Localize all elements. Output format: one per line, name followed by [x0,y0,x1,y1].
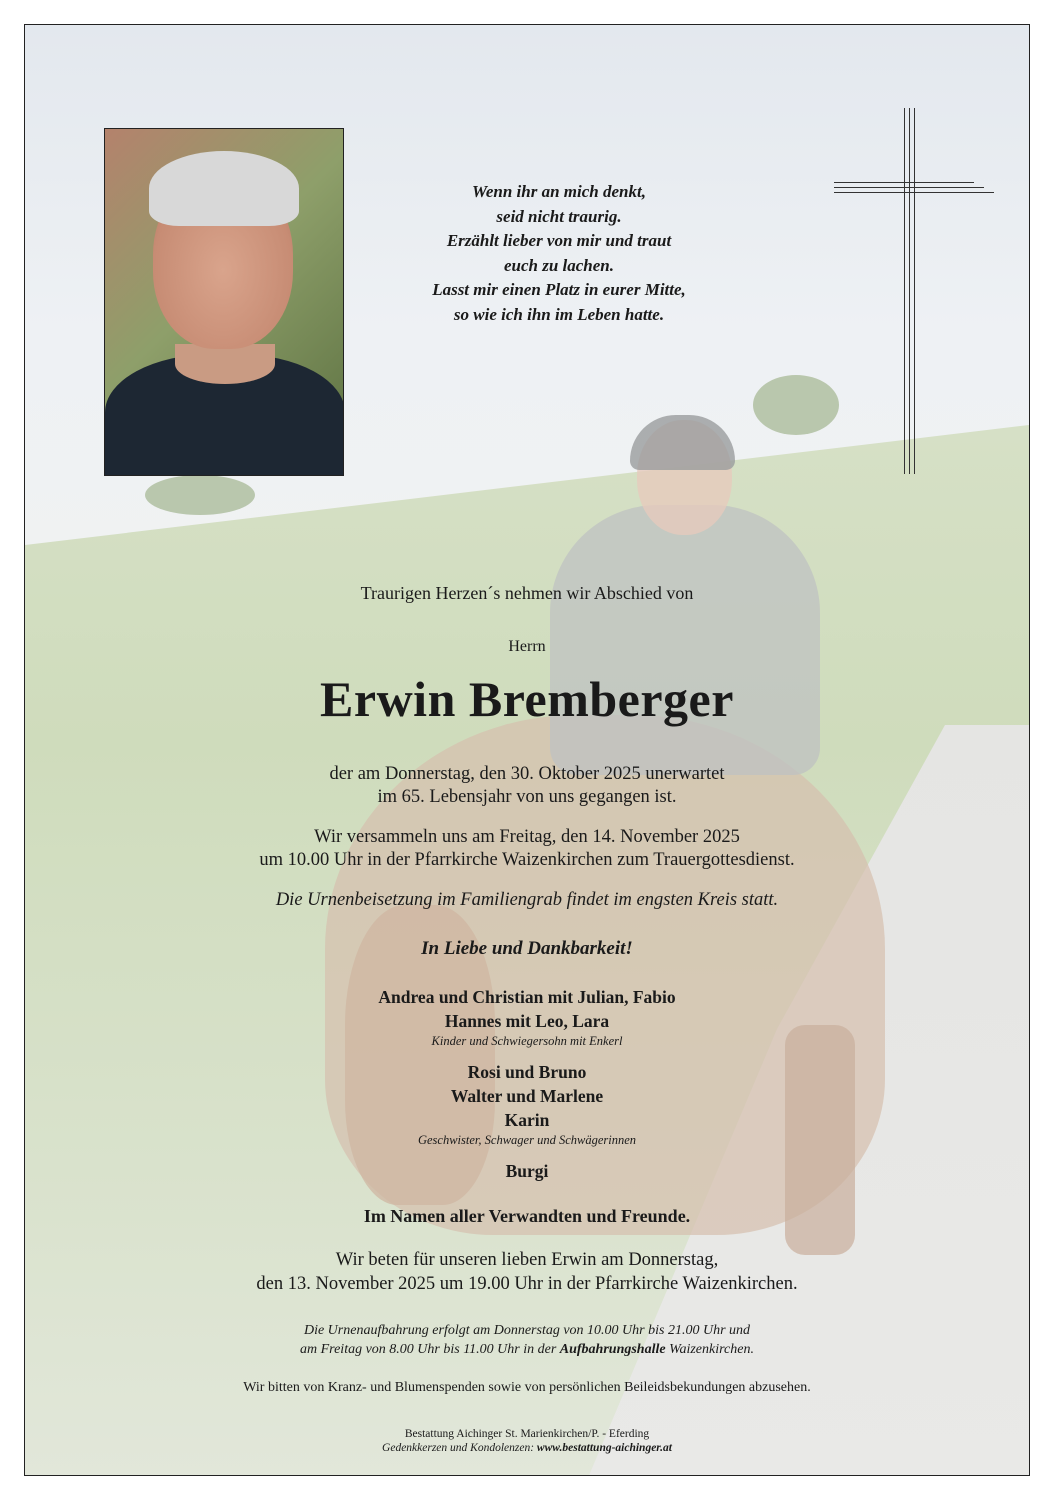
mourner-group-other: Burgi [505,1161,549,1181]
donations-note: Wir bitten von Kranz- und Blumenspenden sowie von persönlichen Beileidsbekundungen abzusehen. [243,1380,811,1395]
website-link[interactable]: www.bestattung-aichinger.at [536,1442,672,1454]
memorial-quote: Wenn ihr an mich denkt, seid nicht traurig. Erzählt lieber von mir und traut euch zu lachen. Lasst mir einen Platz in eurer Mitte, so wie ich ihn im Leben hatte. [432,182,686,324]
mourner-group-children: Andrea und Christian mit Julian, Fabio Hannes mit Leo, Lara Kinder und Schwiegersohn mit Enkerl [378,987,676,1048]
undertaker-info: Bestattung Aichinger St. Marienkirchen/P. - Eferding Gedenkkerzen und Kondolenzen: www.bestattung-aichinger.at [382,1428,672,1454]
farewell-intro: Traurigen Herzen´s nehmen wir Abschied von [360,583,694,603]
urn-viewing-notice: Die Urnenaufbahrung erfolgt am Donnerstag von 10.00 Uhr bis 21.00 Uhr und am Freitag von 8.00 Uhr bis 11.00 Uhr in der Aufbahrungshalle Waizenkirchen. [300,1323,754,1357]
urn-burial-note: Die Urnenbeisetzung im Familiengrab findet im engsten Kreis statt. [275,890,779,910]
death-notice: der am Donnerstag, den 30. Oktober 2025 unerwartet im 65. Lebensjahr von uns gegangen ist. [329,764,725,807]
funeral-service: Wir versammeln uns am Freitag, den 14. November 2025 um 10.00 Uhr in der Pfarrkirche Waizenkirchen zum Trauergottesdienst. [259,827,795,870]
prayer-notice: Wir beten für unseren lieben Erwin am Donnerstag, den 13. November 2025 um 19.00 Uhr in der Pfarrkirche Waizenkirchen. [256,1250,798,1294]
mourner-group-siblings: Rosi und Bruno Walter und Marlene Karin Geschwister, Schwager und Schwägerinnen [417,1062,637,1147]
all-relatives: Im Namen aller Verwandten und Freunde. [363,1206,691,1226]
love-gratitude: In Liebe und Dankbarkeit! [421,938,633,959]
deceased-name: Erwin Bremberger [320,671,734,727]
salutation: Herrn [508,638,546,655]
portrait-photo [104,128,344,476]
